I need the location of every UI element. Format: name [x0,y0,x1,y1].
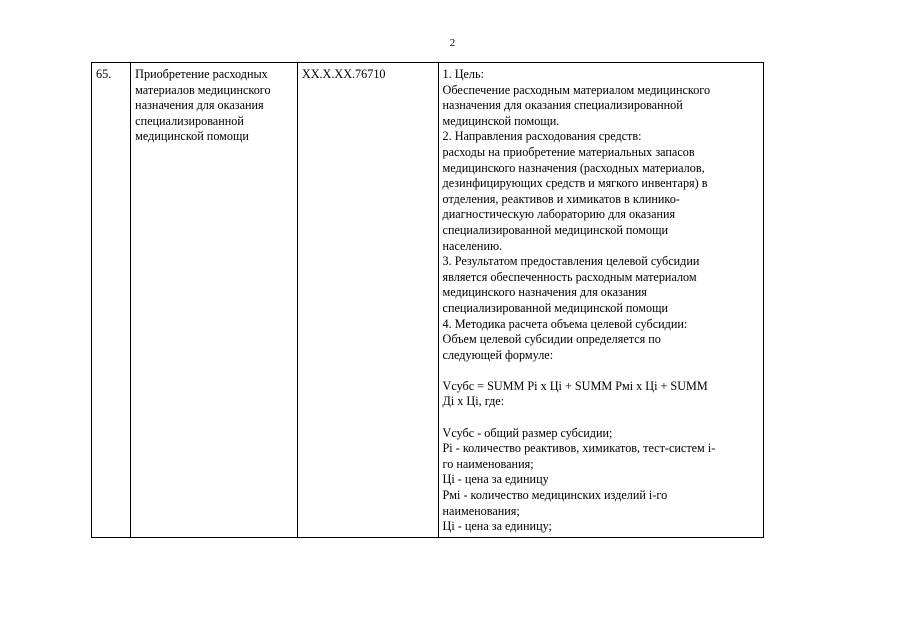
description-line: медицинского назначения для оказания [442,285,647,300]
description-line: 3. Результатом предоставления целевой субсидии [442,254,700,269]
item-description-cell [438,63,763,538]
description-line: расходы на приобретение материальных запасов [442,144,695,159]
item-name-line: материалов медицинского [135,82,271,97]
description-line: населению. [442,238,503,253]
page-number: 2 [449,37,456,49]
description-line: Pмi - количество медицинских изделий i-го [442,488,668,503]
item-name-line: специализированной [135,113,244,128]
description-blank-line [443,363,759,379]
description-line: специализированной медицинской помощи [442,300,668,315]
description-line: дезинфицирующих средств и мягкого инвентаря) в [442,176,708,191]
item-name-line: медицинской помощи [135,129,249,144]
description-line: Pi - количество реактивов, химикатов, тест-систем i- [442,441,716,456]
description-line: медицинской помощи. [442,113,560,128]
description-line: Vсубс - общий размер субсидии; [442,425,613,440]
description-line: Цi - цена за единицу [442,472,549,487]
formula-line: Дi x Цi, где: [442,394,505,409]
description-line: медицинского назначения (расходных материалов, [442,160,705,175]
description-line: отделения, реактивов и химикатов в клинико- [442,191,680,206]
item-code-cell: XX.X.XX.76710 [297,63,438,538]
row-number-cell: 65. [92,63,131,538]
document-table [91,62,764,538]
item-name-line: назначения для оказания [135,98,264,113]
description-line: специализированной медицинской помощи [442,222,668,237]
item-name-cell [131,63,298,538]
description-line: Объем целевой субсидии определяется по [442,332,661,347]
description-line: следующей формуле: [442,347,554,362]
formula-line: Vсубс = SUMM Pi x Цi + SUMM Pмi x Цi + SUMM [442,378,708,393]
description-line: наименования; [442,503,520,518]
description-line: является обеспеченность расходным материалом [442,269,697,284]
description-line: 4. Методика расчета объема целевой субсидии: [442,316,688,331]
description-line: 2. Направления расходования средств: [442,129,642,144]
description-line: диагностическую лабораторию для оказания [442,207,676,222]
table-row [92,63,764,538]
description-line: 1. Цель: [442,67,484,81]
description-line: Обеспечение расходным материалом медицинского [442,82,711,97]
item-name-line: Приобретение расходных [135,67,268,81]
description-line: го наименования; [442,456,534,471]
description-blank-line [443,410,759,426]
description-line: Цi - цена за единицу; [442,519,552,534]
description-line: назначения для оказания специализированной [442,98,683,113]
